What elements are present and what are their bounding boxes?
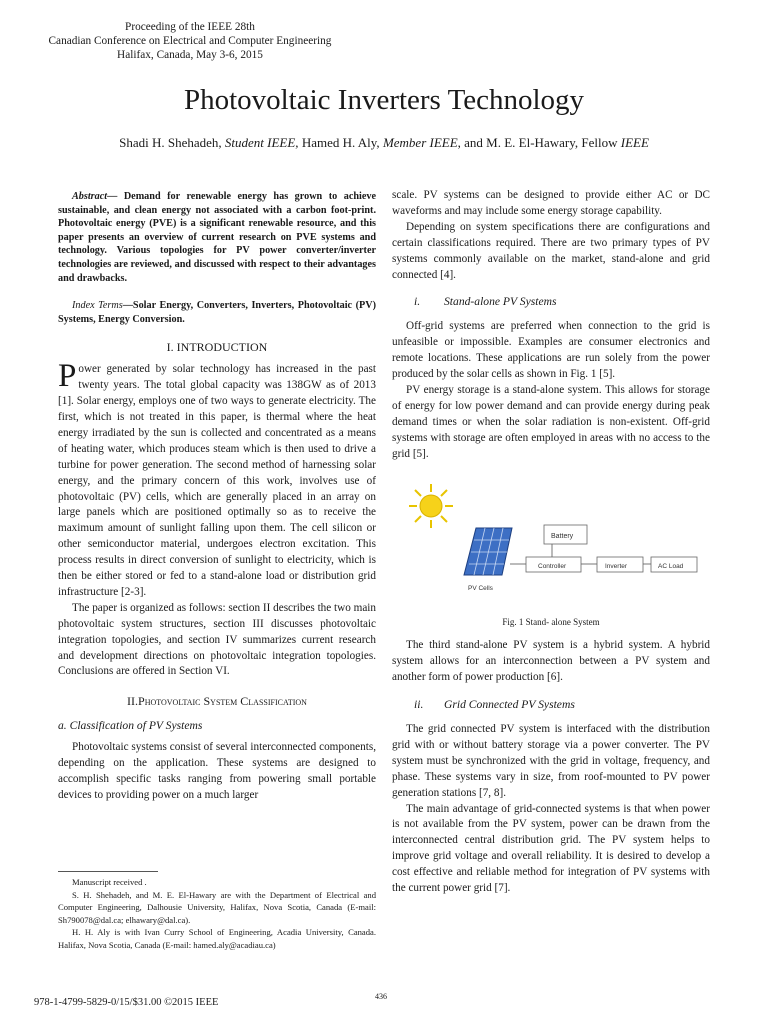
right-paragraph-2: Off-grid systems are preferred when connection to the grid is unfeasible or impossible. Examples are consumer electronics and remote locations. These applications are run solely from the power produced by the solar cells as shown in Fig. 1 [5]. bbox=[392, 320, 710, 381]
section-2-heading bbox=[58, 694, 376, 710]
right-paragraph-3: PV energy storage is a stand-alone system. This allows for storage of energy for low power demand and can provide energy during peak demand times or when the solar radiation is non-existent. Off-grid systems with storage are often employed in areas with no access to the grid [5]. bbox=[392, 383, 710, 460]
author-line bbox=[0, 135, 768, 151]
subsection-i-title: Stand-alone PV Systems bbox=[444, 295, 557, 309]
right-paragraph-0: scale. PV systems can be designed to provide either AC or DC waveforms and may include some energy storage capability. bbox=[392, 189, 710, 217]
subsection-i-number: i. bbox=[414, 295, 421, 309]
abstract-text: — Demand for renewable energy has grown to achieve sustainable, and clean energy not associated with a carbon foot-print. Photovoltaic energy (PVE) is a significant renewable resource, and this paper presents an overview of current research on PVE systems and technology. Various topologies for PV power converter/inverter technologies are reviewed, and discussed with respect to their advantages and drawbacks. bbox=[58, 191, 376, 284]
subsection-ii-number: ii. bbox=[414, 698, 424, 712]
right-paragraph-1: Depending on system specifications there are configurations and certain classifications required. There are two primary types of PV systems commonly available on the market, stand-alone and grid connected [4]. bbox=[392, 220, 710, 281]
stand-alone-system-diagram bbox=[392, 477, 710, 617]
subsection-a-heading: a. Classification of PV Systems bbox=[58, 719, 203, 733]
author-2: Hamed H. Aly, bbox=[301, 135, 380, 150]
fig-label-pv-cells: PV Cells bbox=[468, 584, 493, 592]
index-terms bbox=[58, 299, 376, 326]
author-1: Shadi H. Shehadeh, bbox=[119, 135, 222, 150]
fig-label-battery: Battery bbox=[551, 532, 574, 540]
section-2-paragraph-1: Photovoltaic systems consist of several interconnected components, depending on the application. These systems are designed to accomplish specific tasks ranging from powering small portable devices to providing power on a much larger bbox=[58, 741, 376, 801]
author-2-role: Member IEEE bbox=[382, 135, 458, 150]
right-paragraph-6: The main advantage of grid-connected systems is that when power is not available from the PV system, power can be drawn from the interconnected central distribution grid. The PV system helps to improve grid voltage and overall reliability. It is desired to develop a cost effective and reliable method for integration of PV systems with the current power grid [7]. bbox=[392, 802, 710, 895]
conference-header bbox=[20, 20, 360, 62]
subsection-ii-title: Grid Connected PV Systems bbox=[444, 698, 575, 712]
fig-label-ac-load: AC Load bbox=[658, 562, 684, 570]
right-paragraph-5: The grid connected PV system is interfaced with the distribution grid with or without battery storage via a power converter. The PV system must be synchronized with the grid in voltage, frequency, and phase. These systems vary in size, from roof-mounted to PV power generation stations [7, 8]. bbox=[392, 723, 710, 799]
isbn-copyright: 978-1-4799-5829-0/15/$31.00 ©2015 IEEE bbox=[34, 997, 219, 1008]
intro-paragraph-2: The paper is organized as follows: section II describes the two main photovoltaic system structures, section III discusses photovoltaic integration topologies, and section IV summarizes current research and development directions on photovoltaic integration topologies. Conclusions are offered in Section VI. bbox=[58, 601, 376, 678]
left-column bbox=[58, 188, 376, 804]
footnote-1: Manuscript received . bbox=[72, 877, 147, 887]
right-paragraph-4: The third stand-alone PV system is a hybrid system. A hybrid system allows for an interconnection between a PV system and another form of power production [6]. bbox=[392, 639, 710, 684]
right-column bbox=[392, 188, 710, 897]
figure-1 bbox=[392, 477, 710, 617]
drop-cap: P bbox=[58, 358, 77, 395]
abstract bbox=[58, 190, 376, 285]
sun-icon bbox=[409, 484, 453, 528]
fig-label-inverter: Inverter bbox=[605, 562, 628, 570]
author-3: , and M. E. El-Hawary, Fellow bbox=[457, 135, 618, 150]
footnote-divider bbox=[58, 871, 158, 872]
footnotes bbox=[58, 876, 376, 952]
subsection-ii-heading bbox=[392, 697, 710, 713]
header-line-2: Canadian Conference on Electrical and Computer Engineering bbox=[48, 35, 332, 47]
footnote-3: H. H. Aly is with Ivan Curry School of Engineering, Acadia University, Canada. Halifax, Nova Scotia, Canada (E-mail: hamed.aly@acadiau.ca) bbox=[58, 927, 376, 950]
abstract-label: Abstract bbox=[72, 191, 108, 202]
author-3-role: IEEE bbox=[620, 135, 649, 150]
pv-panel-icon bbox=[464, 528, 512, 575]
paper-title: Photovoltaic Inverters Technology bbox=[183, 84, 585, 116]
footnote-2: S. H. Shehadeh, and M. E. El-Hawary are with the Department of Electrical and Computer Engineering, Dalhousie University, Halifax, Nova Scotia, Canada (E-mail: Sh790078@dal.ca; elhawary@dal.ca). bbox=[58, 889, 376, 925]
header-line-1: Proceeding of the IEEE 28th bbox=[125, 21, 255, 33]
section-2-title: Photovoltaic System Classification bbox=[138, 694, 307, 709]
index-terms-text: —Solar Energy, Converters, Inverters, Photovoltaic (PV) Systems, Energy Conversion. bbox=[58, 300, 376, 325]
intro-p1-text: ower generated by solar technology has increased in the past twenty years. The total global capacity was 138GW as of 2013 [1]. Solar energy, employs one of two ways to generate electricity. The first, which is not treated in this paper, is thermal where the heat energy irradiated by the sun is collected and concentrated as a means of heating water, which produces steam which is then used to drive a turbine for power generation. The second method of harnessing solar energy, and the primary concern of this work, involves use of photovoltaic (PV) cells, which are generally placed in an array on large panels which are positioned optimally so as to receive the maximum amount of sunlight falling upon them. The cell silicon or other semiconductor material, undergoes electron excitation. This process results in direct conversion of sunlight to electricity, which is then be either stored or fed to a stand-alone load or distribution grid infrastructure [2-3]. bbox=[58, 363, 376, 598]
section-2-number: II. bbox=[127, 694, 139, 709]
subsection-i-heading bbox=[392, 294, 710, 310]
fig-label-controller: Controller bbox=[538, 562, 567, 570]
intro-paragraph-1 bbox=[58, 358, 376, 601]
author-1-role: Student IEEE, bbox=[224, 135, 299, 150]
page-number: 436 bbox=[375, 992, 387, 1001]
section-1-heading: I. INTRODUCTION bbox=[166, 340, 268, 355]
figure-1-caption: Fig. 1 Stand- alone System bbox=[502, 616, 600, 627]
header-line-3: Halifax, Canada, May 3-6, 2015 bbox=[117, 49, 263, 61]
index-terms-label: Index Terms bbox=[72, 300, 123, 312]
